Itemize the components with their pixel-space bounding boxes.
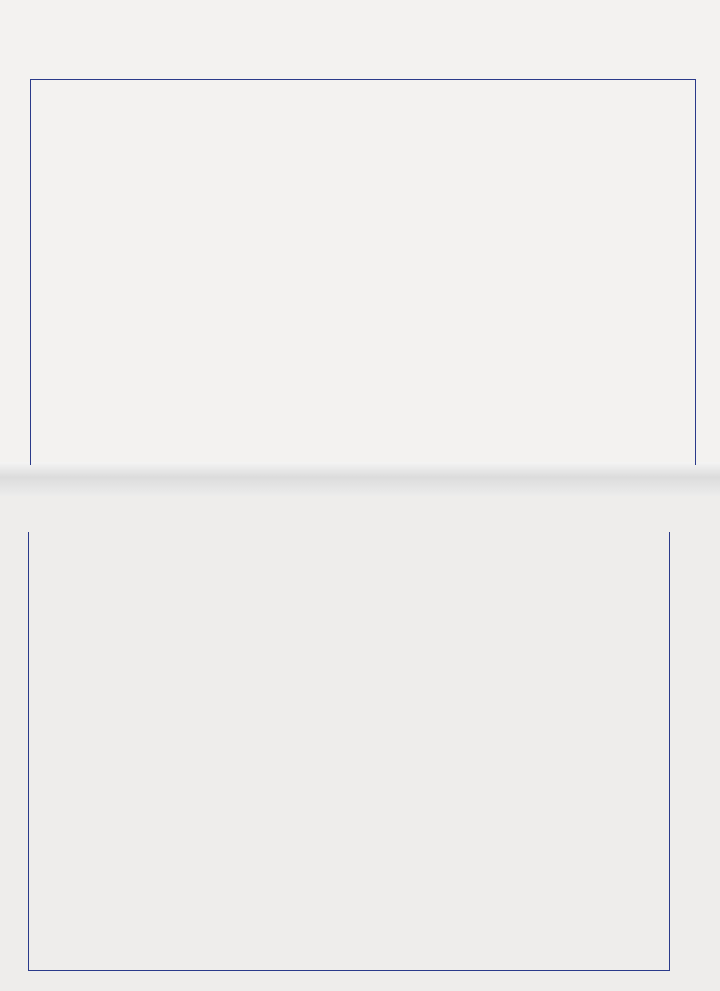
header-num — [31, 80, 53, 101]
header-general — [579, 80, 695, 101]
entries-table-bottom — [28, 532, 670, 971]
header-engages — [53, 80, 229, 101]
header-manche-2 — [429, 80, 501, 101]
entries-table-top — [30, 79, 696, 465]
header-manche-1 — [359, 80, 429, 101]
header-pays — [291, 80, 361, 101]
header-manche-3 — [501, 80, 579, 101]
header-moto — [206, 80, 296, 101]
